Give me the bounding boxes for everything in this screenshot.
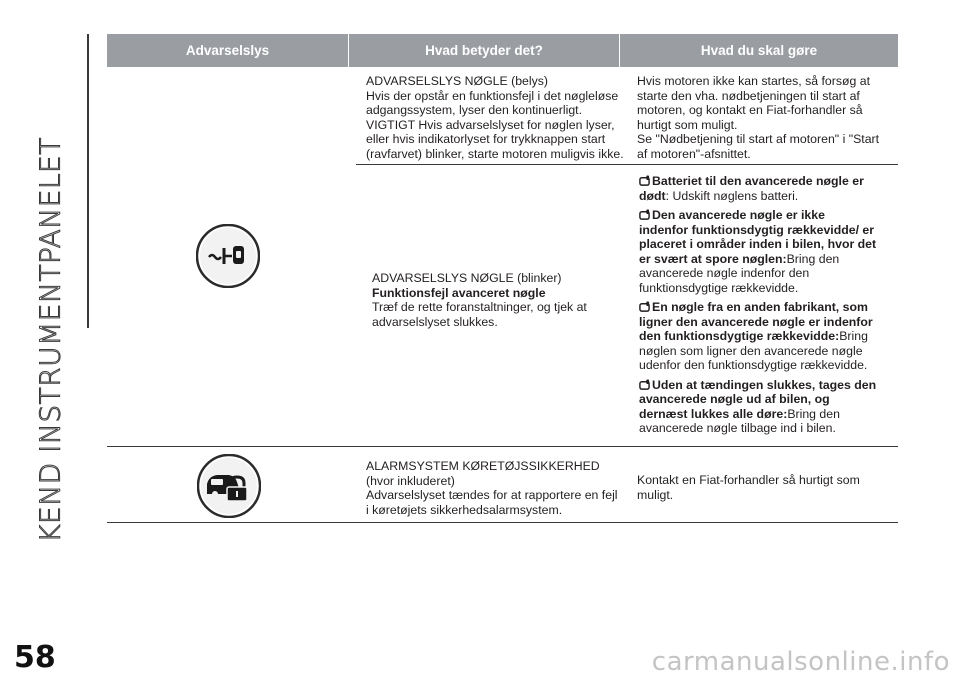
action-item (639, 174, 898, 203)
text-line: ADVARSELSLYS NØGLE (belys) (366, 74, 549, 88)
text-line: Se "Nødbetjening til start af motoren" i "Start (637, 132, 880, 146)
text-line: Hvis motoren ikke kan startes, så forsøg at (637, 74, 871, 88)
row-divider (107, 446, 898, 447)
header-action: Hvad du skal gøre (700, 43, 818, 58)
text-line: ALARMSYSTEM KØRETØJSSIKKERHED (366, 459, 600, 473)
text-line: Træf de rette foranstaltninger, og tjek at (372, 300, 587, 314)
page-number: 58 (14, 640, 56, 675)
text-line: advarselslyset slukkes. (372, 314, 498, 329)
header-meaning: Hvad betyder det? (349, 34, 620, 67)
action-bold: den funktionsdygtige rækkevidde: (639, 329, 840, 343)
car-lock-icon (197, 454, 261, 523)
text-line: Kontakt en Fiat-forhandler så hurtigt som (637, 473, 860, 487)
action-item (639, 300, 898, 373)
action-bold: placeret i områder inden i bilen, hvor det (639, 237, 877, 251)
action-bold: Uden at tændingen slukkes, tages den (652, 377, 877, 392)
action-bold: dødt (639, 188, 666, 203)
action-text: avancerede nøgle indenfor den (639, 266, 810, 280)
text-line: (ravfarvet) blinker, starte motoren muligvis ikke. (366, 146, 624, 161)
action-item (639, 378, 898, 436)
action-text: : Udskift nøglens batteri. (665, 188, 799, 203)
side-rule (87, 34, 89, 328)
hand-pointer-icon (639, 175, 650, 186)
text-line: muligt. (637, 487, 674, 502)
row3-meaning (366, 459, 628, 517)
action-bold: avancerede nøgle ud af bilen, og (639, 392, 830, 406)
hand-pointer-icon (639, 379, 650, 390)
action-bold: Den avancerede nøgle er ikke (652, 208, 825, 222)
action-text: Bring den (787, 406, 840, 421)
action-bold: Batteriet til den avancerede nøgle er (652, 174, 864, 188)
watermark: carmanualsonline.info (651, 647, 950, 677)
action-bold: dernæst lukkes alle døre: (639, 406, 788, 421)
action-bold: En nøgle fra en anden fabrikant, som (652, 300, 868, 314)
action-text: avancerede nøgle tilbage ind i bilen. (639, 421, 836, 435)
warning-title: ADVARSELSLYS NØGLE (blinker) (372, 271, 562, 285)
hand-pointer-icon (639, 209, 650, 220)
row2-action (639, 174, 898, 441)
hand-pointer-icon (639, 301, 650, 312)
side-section-title: KEND INSTRUMENTPANELET (33, 137, 67, 543)
action-text: funktionsdygtige rækkevidde. (639, 280, 799, 295)
text-line: VIGTIGT Hvis advarselslyset for nøglen lyser, (366, 117, 615, 132)
action-bold: er svært at spore nøglen: (639, 251, 787, 266)
text-line: Advarselslyset tændes for at rapportere en fejl (366, 488, 618, 502)
text-line: i køretøjets sikkerhedsalarmsystem. (366, 502, 563, 517)
warning-subtitle: Funktionsfejl avanceret nøgle (372, 285, 546, 300)
text-line: starte den vha. nødbetjeningen til start af (637, 88, 860, 103)
row2-meaning (372, 271, 624, 329)
action-item (639, 208, 898, 295)
table-bottom-rule (107, 522, 898, 523)
text-line: af motoren"-afsnittet. (637, 146, 751, 161)
row-divider (356, 164, 898, 165)
text-line: adgangssystem, lyser den kontinuerligt. (366, 103, 582, 117)
text-line: Hvis der opstår en funktionsfejl i det nøgleløse (366, 88, 619, 103)
row1-action (637, 74, 898, 161)
action-text: Bring (839, 329, 868, 343)
header-warning-light: Advarselslys (107, 34, 349, 67)
row3-action (637, 473, 898, 502)
text-line: eller hvis indikatorlyset for trykknappen start (366, 132, 606, 146)
text-line: motoren, og kontakt en Fiat-forhandler så (637, 103, 863, 117)
action-text: Bring den (786, 251, 840, 266)
key-warning-icon (196, 224, 260, 293)
action-text: udenfor den funktionsdygtige rækkevidde. (639, 358, 868, 372)
action-text: nøglen som ligner den avancerede nøgle (639, 343, 863, 358)
action-bold: indenfor funktionsdygtig rækkevidde/ er (639, 222, 875, 237)
text-line: (hvor inkluderet) (366, 473, 455, 488)
table-header (107, 34, 898, 67)
action-bold: ligner den avancerede nøgle er indenfor (639, 314, 873, 329)
row1-meaning (366, 74, 628, 161)
text-line: hurtigt som muligt. (637, 117, 738, 132)
